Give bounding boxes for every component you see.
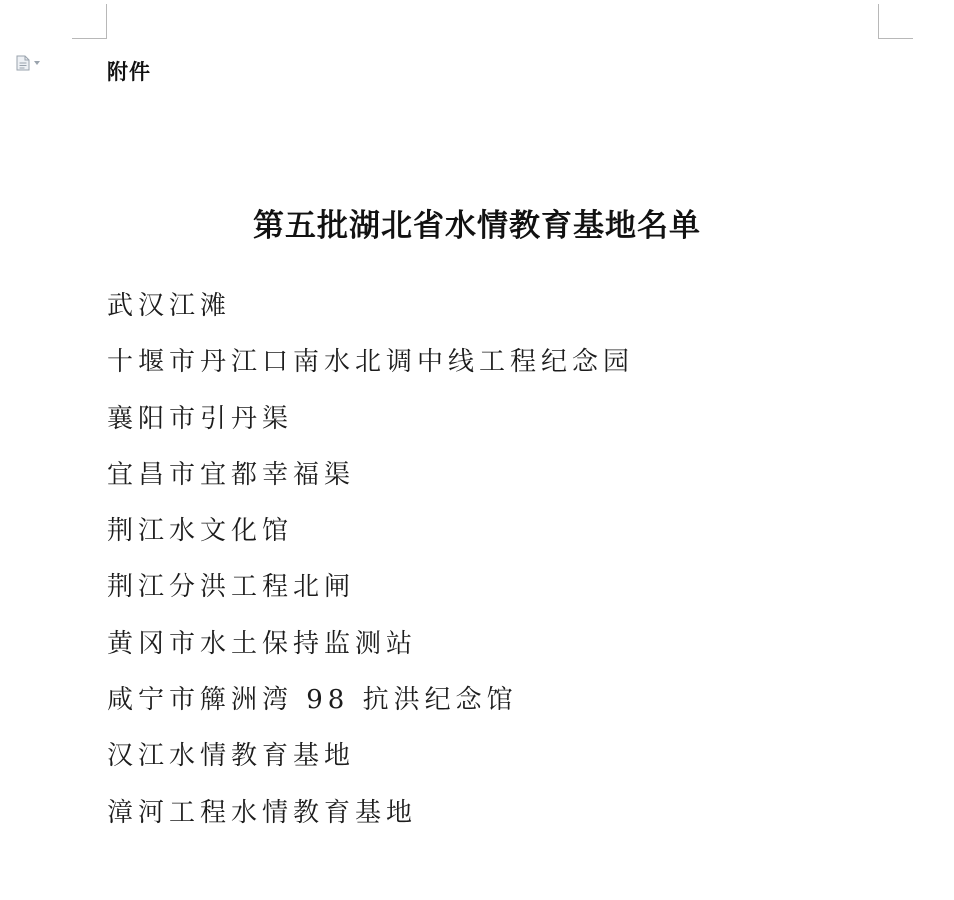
list-item: 咸宁市簰洲湾 98 抗洪纪念馆	[107, 685, 518, 716]
list-item: 十堰市丹江口南水北调中线工程纪念园	[107, 347, 635, 378]
education-base-list	[107, 286, 634, 849]
list-item: 荆江分洪工程北闸	[107, 572, 356, 603]
list-item: 襄阳市引丹渠	[107, 403, 294, 434]
chevron-down-icon	[34, 61, 40, 65]
list-item: 荆江水文化馆	[107, 516, 294, 547]
list-item: 汉江水情教育基地	[107, 741, 356, 772]
list-item: 武汉江滩	[107, 291, 232, 321]
list-item: 宜昌市宜都幸福渠	[107, 459, 356, 490]
top-left-margin-mark	[72, 4, 107, 39]
document-outline-icon	[16, 55, 30, 71]
top-right-margin-mark	[878, 4, 913, 39]
attachment-label: 附件	[107, 60, 151, 84]
document-outline-button[interactable]	[16, 55, 46, 71]
list-item: 漳河工程水情教育基地	[107, 797, 418, 828]
document-title: 第五批湖北省水情教育基地名单	[253, 208, 701, 244]
list-item: 黄冈市水土保持监测站	[107, 628, 418, 659]
